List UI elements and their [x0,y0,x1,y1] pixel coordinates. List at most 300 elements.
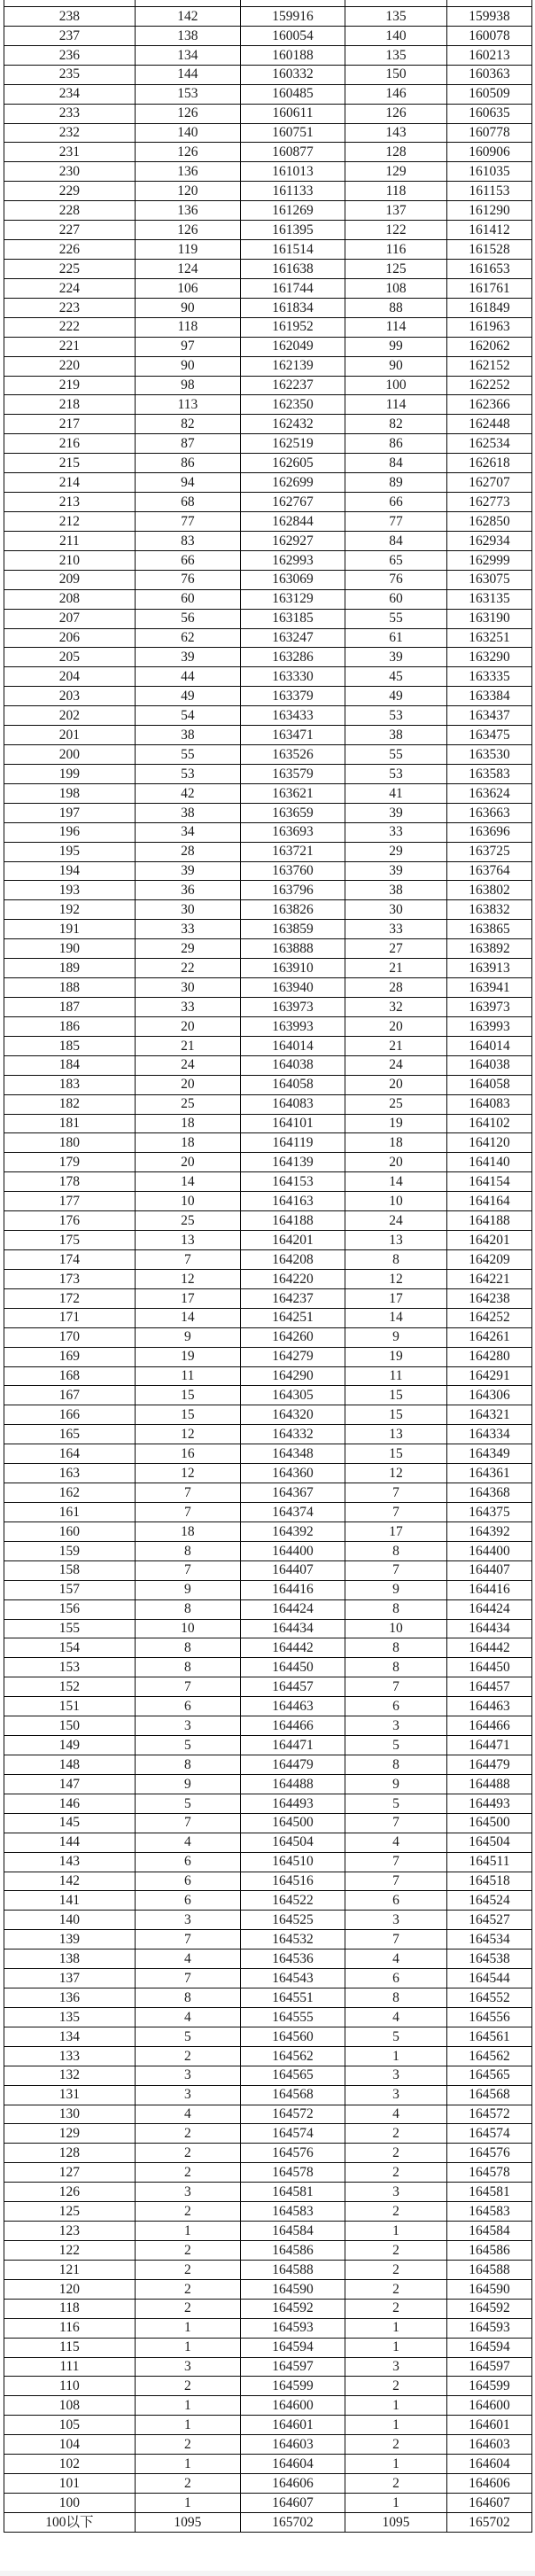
table-row [4,356,532,376]
cell-segment-count-2: 89 [345,473,446,493]
cell-cumulative-count-2: 163725 [447,842,532,861]
cell-cumulative-count-2: 164238 [447,1288,532,1308]
cell-segment-count-1: 6 [135,1872,240,1891]
cell-segment-count-1: 24 [135,1055,240,1075]
cell-cumulative-count-2: 160778 [447,123,532,143]
cell-cumulative-count-1: 163471 [240,726,345,745]
cell-score: 233 [4,104,136,123]
score-distribution-table-body [4,0,532,2532]
cell-cumulative-count-1: 164305 [240,1386,345,1405]
cell-cumulative-count-2: 163973 [447,998,532,1017]
cell-cumulative-count-1: 164101 [240,1114,345,1133]
cell-score: 230 [4,162,136,182]
cell-cumulative-count-1: 164604 [240,2455,345,2474]
cell-segment-count-2: 13 [345,1231,446,1250]
cell-segment-count-2: 18 [345,1133,446,1153]
table-row [4,1094,532,1114]
cell-segment-count-1: 3 [135,2357,240,2377]
cell-segment-count-1: 3 [135,1911,240,1930]
cell-cumulative-count-1: 164290 [240,1366,345,1386]
cell-segment-count-2: 135 [345,45,446,65]
cell-segment-count-1: 25 [135,1094,240,1114]
cell-cumulative-count-2: 163832 [447,900,532,920]
cell-segment-count-2: 4 [345,1950,446,1969]
cell-score: 128 [4,2144,136,2163]
cell-score: 206 [4,628,136,648]
cell-cumulative-count-1: 164058 [240,1075,345,1094]
cell-segment-count-1: 9 [135,1774,240,1794]
cell-cumulative-count-2: 164038 [447,1055,532,1075]
cell-cumulative-count-2: 160078 [447,26,532,45]
table-row [4,2260,532,2279]
cell-score: 225 [4,259,136,278]
cell-segment-count-2: 45 [345,667,446,687]
cell-segment-count-2: 2 [345,2299,446,2318]
cell-score: 187 [4,998,136,1017]
cell-score: 219 [4,376,136,395]
cell-cumulative-count-1: 164597 [240,2357,345,2377]
cell-cumulative-count-2: 164424 [447,1599,532,1619]
cell-segment-count-2: 7 [345,1852,446,1872]
cell-cumulative-count-1: 163693 [240,822,345,842]
cell-cumulative-count-2-clipped [447,0,532,7]
table-row [4,667,532,687]
cell-segment-count-1: 29 [135,939,240,959]
cell-segment-count-1: 1 [135,2222,240,2241]
cell-score: 236 [4,45,136,65]
cell-cumulative-count-2: 164221 [447,1269,532,1288]
cell-segment-count-2: 10 [345,1619,446,1638]
cell-score: 105 [4,2416,136,2435]
cell-score: 178 [4,1172,136,1192]
cell-segment-count-2: 140 [345,26,446,45]
cell-cumulative-count-2: 164102 [447,1114,532,1133]
cell-cumulative-count-2: 164164 [447,1192,532,1211]
cell-cumulative-count-2: 162850 [447,511,532,531]
cell-segment-count-1: 126 [135,143,240,162]
cell-score: 166 [4,1405,136,1425]
table-row [4,2299,532,2318]
cell-cumulative-count-1: 164599 [240,2377,345,2396]
cell-segment-count-1: 38 [135,726,240,745]
cell-cumulative-count-1: 163659 [240,803,345,822]
cell-cumulative-count-1: 164416 [240,1580,345,1599]
cell-segment-count-1: 2 [135,2163,240,2183]
cell-cumulative-count-1: 162927 [240,531,345,550]
cell-score: 162 [4,1483,136,1503]
cell-segment-count-2: 86 [345,434,446,454]
cell-cumulative-count-2: 164450 [447,1658,532,1677]
cell-segment-count-2: 30 [345,900,446,920]
cell-segment-count-2: 3 [345,2357,446,2377]
table-row [4,2105,532,2124]
cell-segment-count-1: 82 [135,415,240,434]
cell-segment-count-2: 33 [345,822,446,842]
cell-segment-count-2: 108 [345,278,446,298]
cell-segment-count-2: 99 [345,337,446,356]
cell-cumulative-count-2: 160213 [447,45,532,65]
cell-cumulative-count-2: 163913 [447,959,532,978]
cell-cumulative-count-2: 164375 [447,1502,532,1521]
cell-cumulative-count-1: 162993 [240,550,345,570]
cell-cumulative-count-1: 164525 [240,1911,345,1930]
cell-cumulative-count-2: 163583 [447,764,532,783]
cell-segment-count-1: 12 [135,1269,240,1288]
cell-cumulative-count-1: 164493 [240,1794,345,1813]
cell-segment-count-2: 2 [345,2163,446,2183]
cell-segment-count-2: 6 [345,1969,446,1988]
cell-cumulative-count-2: 164556 [447,2007,532,2027]
cell-segment-count-1: 2 [135,2474,240,2494]
cell-score: 226 [4,240,136,260]
cell-cumulative-count-2: 164400 [447,1541,532,1560]
table-row [4,1988,532,2008]
cell-cumulative-count-1: 165702 [240,2512,345,2532]
cell-cumulative-count-1: 164560 [240,2027,345,2046]
cell-segment-count-2: 8 [345,1599,446,1619]
table-row [4,1930,532,1950]
cell-cumulative-count-2: 164392 [447,1521,532,1541]
cell-cumulative-count-2: 165702 [447,2512,532,2532]
table-row [4,2338,532,2357]
table-row [4,1502,532,1521]
cell-score: 209 [4,570,136,589]
cell-cumulative-count-2: 164603 [447,2435,532,2455]
table-row [4,1619,532,1638]
cell-segment-count-1: 18 [135,1133,240,1153]
cell-segment-count-1: 4 [135,2007,240,2027]
cell-segment-count-1: 20 [135,1016,240,1036]
cell-score: 126 [4,2183,136,2202]
cell-score: 100以下 [4,2512,136,2532]
cell-segment-count-1: 2 [135,2299,240,2318]
cell-score: 179 [4,1153,136,1172]
cell-score: 111 [4,2357,136,2377]
cell-segment-count-1: 144 [135,65,240,84]
cell-cumulative-count-1: 164457 [240,1677,345,1697]
table-row [4,1483,532,1503]
cell-score: 221 [4,337,136,356]
cell-cumulative-count-1: 164367 [240,1483,345,1503]
cell-segment-count-2: 32 [345,998,446,1017]
cell-cumulative-count-2: 164466 [447,1716,532,1736]
table-row [4,1347,532,1366]
cell-segment-count-2: 17 [345,1288,446,1308]
cell-score: 148 [4,1755,136,1774]
cell-cumulative-count-1: 163579 [240,764,345,783]
cell-score: 149 [4,1736,136,1755]
partial-row-top [4,0,532,7]
cell-segment-count-1: 8 [135,1541,240,1560]
cell-segment-count-1: 83 [135,531,240,550]
cell-segment-count-1: 3 [135,2085,240,2105]
cell-segment-count-2: 7 [345,1872,446,1891]
cell-segment-count-2: 90 [345,356,446,376]
cell-segment-count-1: 7 [135,1813,240,1833]
cell-cumulative-count-1: 162605 [240,454,345,473]
table-row [4,1308,532,1327]
cell-segment-count-1: 142 [135,7,240,27]
cell-cumulative-count-2: 162062 [447,337,532,356]
cell-cumulative-count-2: 164488 [447,1774,532,1794]
cell-score: 196 [4,822,136,842]
table-row [4,1697,532,1716]
cell-cumulative-count-1: 164463 [240,1697,345,1716]
table-row [4,45,532,65]
cell-segment-count-2: 1 [345,2494,446,2513]
cell-score: 108 [4,2396,136,2416]
cell-cumulative-count-2: 162152 [447,356,532,376]
cell-segment-count-2: 13 [345,1425,446,1444]
cell-cumulative-count-2: 161761 [447,278,532,298]
cell-score: 139 [4,1930,136,1950]
cell-score: 181 [4,1114,136,1133]
table-row [4,2202,532,2222]
table-row-below-100 [4,2512,532,2532]
cell-segment-count-1: 90 [135,298,240,317]
cell-score: 135 [4,2007,136,2027]
cell-cumulative-count-1: 162519 [240,434,345,454]
table-row [4,2357,532,2377]
cell-cumulative-count-2: 162934 [447,531,532,550]
cell-segment-count-2: 7 [345,1930,446,1950]
cell-segment-count-1: 16 [135,1444,240,1464]
cell-segment-count-2: 3 [345,1911,446,1930]
table-row [4,317,532,337]
cell-cumulative-count-1: 161744 [240,278,345,298]
cell-score: 183 [4,1075,136,1094]
cell-segment-count-1: 54 [135,706,240,726]
cell-segment-count-2: 7 [345,1502,446,1521]
cell-segment-count-1: 56 [135,609,240,628]
cell-cumulative-count-2: 164280 [447,1347,532,1366]
cell-cumulative-count-1: 163129 [240,589,345,609]
cell-score: 224 [4,278,136,298]
cell-segment-count-2: 53 [345,764,446,783]
cell-cumulative-count-1: 164576 [240,2144,345,2163]
cell-segment-count-1: 62 [135,628,240,648]
cell-segment-count-1: 7 [135,1502,240,1521]
cell-cumulative-count-1: 164594 [240,2338,345,2357]
cell-segment-count-2: 1 [345,2455,446,2474]
cell-segment-count-1-clipped [135,0,240,7]
table-row [4,570,532,589]
cell-segment-count-2: 143 [345,123,446,143]
cell-segment-count-1: 118 [135,317,240,337]
table-row [4,842,532,861]
table-row [4,337,532,356]
cell-cumulative-count-1: 163433 [240,706,345,726]
cell-cumulative-count-2: 164261 [447,1327,532,1347]
cell-segment-count-2: 8 [345,1988,446,2008]
cell-score: 205 [4,648,136,667]
cell-cumulative-count-1: 163910 [240,959,345,978]
cell-score: 200 [4,745,136,765]
cell-score: 164 [4,1444,136,1464]
cell-segment-count-1: 6 [135,1852,240,1872]
cell-segment-count-2: 137 [345,201,446,221]
table-row [4,2416,532,2435]
cell-segment-count-1: 21 [135,1036,240,1055]
cell-segment-count-1: 39 [135,648,240,667]
cell-cumulative-count-1: 164237 [240,1288,345,1308]
cell-cumulative-count-2: 163251 [447,628,532,648]
cell-score: 212 [4,511,136,531]
cell-segment-count-1: 8 [135,1755,240,1774]
table-row [4,1599,532,1619]
cell-segment-count-1: 55 [135,745,240,765]
cell-segment-count-2: 1 [345,2338,446,2357]
cell-segment-count-2-clipped [345,0,446,7]
table-row [4,2435,532,2455]
table-row [4,726,532,745]
cell-cumulative-count-2: 164500 [447,1813,532,1833]
cell-cumulative-count-1: 164504 [240,1833,345,1852]
cell-segment-count-2: 25 [345,1094,446,1114]
cell-segment-count-1: 90 [135,356,240,376]
cell-score: 167 [4,1386,136,1405]
cell-cumulative-count-2: 161849 [447,298,532,317]
cell-segment-count-2: 88 [345,298,446,317]
table-row [4,1288,532,1308]
cell-score: 152 [4,1677,136,1697]
cell-cumulative-count-1: 164083 [240,1094,345,1114]
cell-score: 237 [4,26,136,45]
table-row [4,1638,532,1658]
cell-segment-count-2: 39 [345,803,446,822]
cell-cumulative-count-2: 162999 [447,550,532,570]
table-row [4,2046,532,2066]
cell-segment-count-1: 3 [135,2066,240,2085]
cell-segment-count-2: 1 [345,2318,446,2338]
cell-cumulative-count-2: 164583 [447,2202,532,2222]
cell-cumulative-count-1: 163621 [240,783,345,803]
cell-segment-count-1: 7 [135,1250,240,1270]
cell-segment-count-2: 125 [345,259,446,278]
cell-score: 173 [4,1269,136,1288]
cell-cumulative-count-1: 163888 [240,939,345,959]
table-row [4,706,532,726]
cell-score: 121 [4,2260,136,2279]
cell-cumulative-count-2: 164434 [447,1619,532,1638]
cell-cumulative-count-2: 162707 [447,473,532,493]
cell-score: 138 [4,1950,136,1969]
cell-score: 194 [4,861,136,881]
cell-cumulative-count-2: 164565 [447,2066,532,2085]
cell-score: 191 [4,920,136,939]
cell-cumulative-count-2: 162618 [447,454,532,473]
table-row [4,143,532,162]
cell-segment-count-2: 19 [345,1114,446,1133]
table-row [4,2396,532,2416]
cell-cumulative-count-1: 164466 [240,1716,345,1736]
cell-segment-count-2: 21 [345,959,446,978]
cell-cumulative-count-2: 162366 [447,395,532,415]
cell-cumulative-count-1: 164392 [240,1521,345,1541]
cell-segment-count-1: 4 [135,2105,240,2124]
cell-segment-count-2: 39 [345,648,446,667]
cell-cumulative-count-2: 160906 [447,143,532,162]
cell-segment-count-1: 7 [135,1677,240,1697]
table-row [4,84,532,104]
cell-score: 216 [4,434,136,454]
cell-score: 229 [4,182,136,201]
cell-segment-count-2: 1 [345,2396,446,2416]
cell-segment-count-2: 55 [345,609,446,628]
cell-cumulative-count-2: 163993 [447,1016,532,1036]
cell-cumulative-count-1: 159916 [240,7,345,27]
cell-cumulative-count-1: 160751 [240,123,345,143]
cell-segment-count-2: 5 [345,1736,446,1755]
cell-score: 197 [4,803,136,822]
cell-score: 101 [4,2474,136,2494]
cell-cumulative-count-2: 162448 [447,415,532,434]
table-row [4,376,532,395]
cell-cumulative-count-1: 163330 [240,667,345,687]
cell-cumulative-count-1: 164578 [240,2163,345,2183]
cell-segment-count-2: 5 [345,2027,446,2046]
table-row [4,201,532,221]
cell-cumulative-count-1: 164593 [240,2318,345,2338]
table-row [4,745,532,765]
table-row [4,1872,532,1891]
table-row [4,589,532,609]
cell-segment-count-2: 2 [345,2377,446,2396]
cell-cumulative-count-1: 164320 [240,1405,345,1425]
table-row [4,1755,532,1774]
cell-score: 146 [4,1794,136,1813]
cell-segment-count-1: 30 [135,978,240,998]
cell-segment-count-1: 124 [135,259,240,278]
table-row [4,1833,532,1852]
table-row [4,764,532,783]
cell-segment-count-1: 8 [135,1638,240,1658]
cell-segment-count-1: 3 [135,1716,240,1736]
cell-segment-count-2: 14 [345,1172,446,1192]
cell-score: 174 [4,1250,136,1270]
cell-segment-count-2: 12 [345,1464,446,1483]
cell-cumulative-count-2: 164368 [447,1483,532,1503]
table-row [4,221,532,240]
cell-score: 217 [4,415,136,434]
cell-segment-count-1: 1 [135,2455,240,2474]
cell-segment-count-1: 10 [135,1619,240,1638]
cell-segment-count-2: 100 [345,376,446,395]
cell-cumulative-count-1: 160188 [240,45,345,65]
cell-segment-count-1: 5 [135,1794,240,1813]
cell-segment-count-1: 87 [135,434,240,454]
cell-segment-count-2: 2 [345,2144,446,2163]
table-row [4,395,532,415]
cell-score: 102 [4,2455,136,2474]
cell-cumulative-count-1: 161952 [240,317,345,337]
table-row [4,2222,532,2241]
cell-cumulative-count-2: 163865 [447,920,532,939]
cell-score: 137 [4,1969,136,1988]
cell-segment-count-2: 21 [345,1036,446,1055]
table-row [4,511,532,531]
cell-cumulative-count-1: 162432 [240,415,345,434]
cell-segment-count-1: 126 [135,104,240,123]
cell-cumulative-count-2: 164361 [447,1464,532,1483]
table-row [4,104,532,123]
cell-cumulative-count-1: 163286 [240,648,345,667]
cell-segment-count-2: 128 [345,143,446,162]
cell-cumulative-count-1: 164348 [240,1444,345,1464]
cell-segment-count-2: 8 [345,1658,446,1677]
cell-cumulative-count-1: 164251 [240,1308,345,1327]
cell-cumulative-count-2: 161290 [447,201,532,221]
